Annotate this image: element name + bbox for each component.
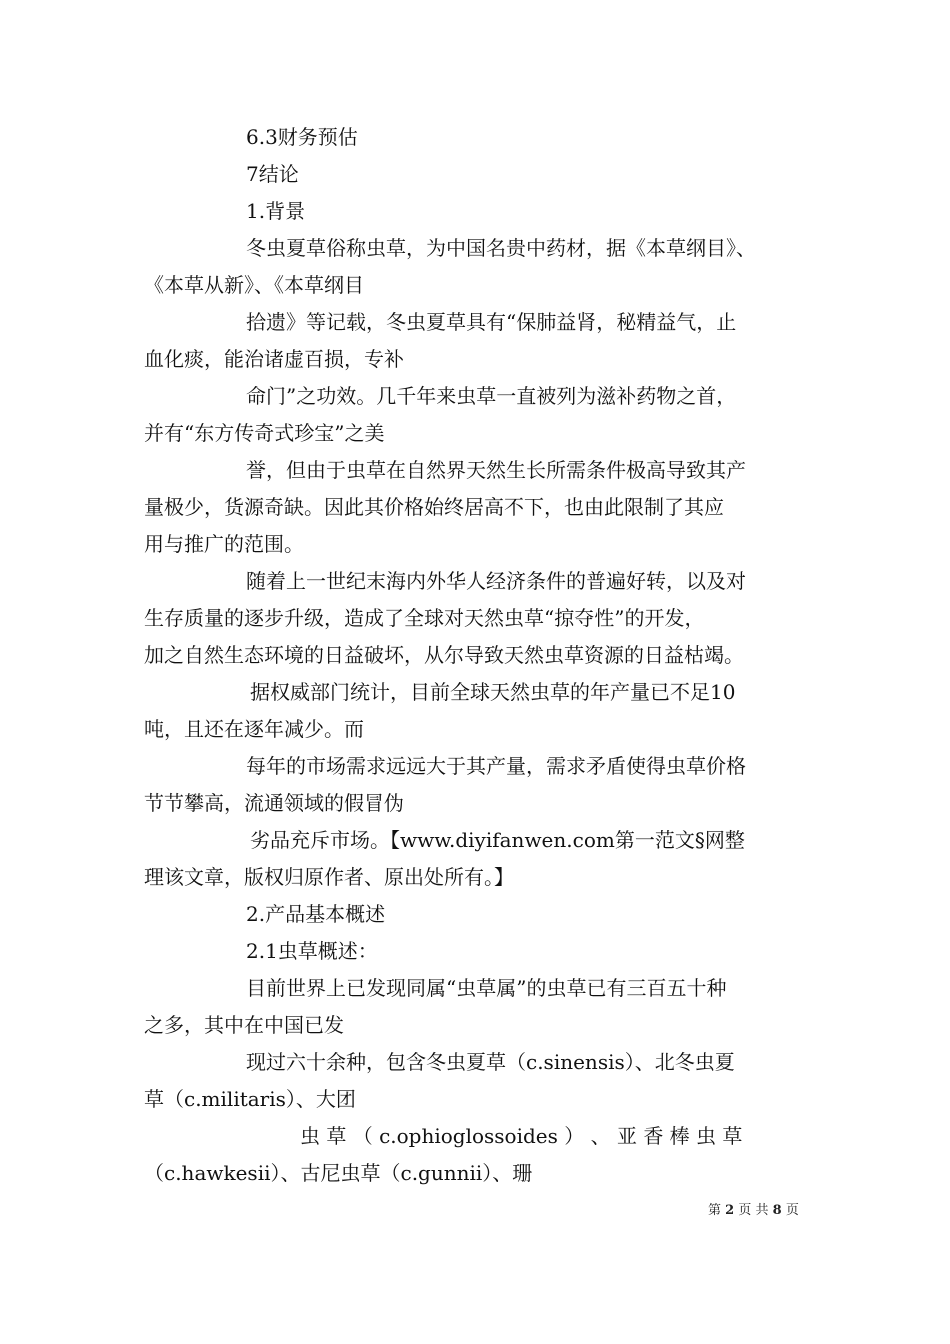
paragraph-line: 随着上一世纪末海内外华人经济条件的普遍好转，以及对 bbox=[246, 569, 746, 593]
paragraph-line: 血化痰，能治诸虚百损，专补 bbox=[144, 347, 404, 371]
section-heading-background: 1.背景 bbox=[246, 199, 306, 223]
paragraph-line: 用与推广的范围。 bbox=[144, 532, 304, 556]
paragraph-line: 冬虫夏草俗称虫草，为中国名贵中药材，据《本草纲目》、 bbox=[246, 236, 756, 260]
paragraph-line: 理该文章，版权归原作者、原出处所有。】 bbox=[144, 865, 514, 889]
paragraph-line: 草（c.militaris）、大团 bbox=[144, 1087, 356, 1111]
toc-item-7: 7结论 bbox=[246, 162, 299, 186]
footer-total-pages: 8 bbox=[772, 1203, 782, 1218]
paragraph-line: 据权威部门统计，目前全球天然虫草的年产量已不足10 bbox=[250, 680, 736, 704]
paragraph-line: 誉，但由于虫草在自然界天然生长所需条件极高导致其产 bbox=[246, 458, 746, 482]
page-footer bbox=[708, 1201, 799, 1221]
paragraph-line: 虫 草 （ c.ophioglossoides ） 、 亚 香 棒 虫 草 bbox=[300, 1124, 743, 1148]
paragraph-line: 每年的市场需求远远大于其产量，需求矛盾使得虫草价格 bbox=[246, 754, 746, 778]
paragraph-line: 劣品充斥市场。【www.diyifanwen.com第一范文§网整 bbox=[250, 828, 745, 852]
paragraph-line: 命门”之功效。几千年来虫草一直被列为滋补药物之首， bbox=[246, 384, 737, 408]
paragraph-line: 生存质量的逐步升级，造成了全球对天然虫草“掠夺性”的开发， bbox=[144, 606, 705, 630]
paragraph-line: 加之自然生态环境的日益破坏，从尔导致天然虫草资源的日益枯竭。 bbox=[144, 643, 744, 667]
paragraph-line: 现过六十余种，包含冬虫夏草（c.sinensis）、北冬虫夏 bbox=[246, 1050, 735, 1074]
paragraph-line: 拾遗》等记载，冬虫夏草具有“保肺益肾，秘精益气，止 bbox=[246, 310, 737, 334]
paragraph-line: 节节攀高，流通领域的假冒伪 bbox=[144, 791, 404, 815]
paragraph-line: 量极少，货源奇缺。因此其价格始终居高不下，也由此限制了其应 bbox=[144, 495, 724, 519]
paragraph-line: 并有“东方传奇式珍宝”之美 bbox=[144, 421, 385, 445]
footer-middle: 页 共 bbox=[738, 1203, 769, 1218]
paragraph-line: 目前世界上已发现同属“虫草属”的虫草已有三百五十种 bbox=[246, 976, 727, 1000]
footer-suffix: 页 bbox=[785, 1203, 799, 1218]
paragraph-line: （c.hawkesii）、古尼虫草（c.gunnii）、珊 bbox=[144, 1161, 533, 1185]
paragraph-line: 《本草从新》、《本草纲目 bbox=[144, 273, 364, 297]
section-heading-product-overview: 2.产品基本概述 bbox=[246, 902, 386, 926]
paragraph-line: 吨，且还在逐年减少。而 bbox=[144, 717, 364, 741]
paragraph-line: 之多，其中在中国已发 bbox=[144, 1013, 344, 1037]
toc-item-6-3: 6.3财务预估 bbox=[246, 125, 358, 149]
footer-current-page: 2 bbox=[725, 1203, 735, 1218]
subsection-heading-cordyceps-overview: 2.1虫草概述： bbox=[246, 939, 378, 963]
footer-prefix: 第 bbox=[708, 1203, 722, 1218]
